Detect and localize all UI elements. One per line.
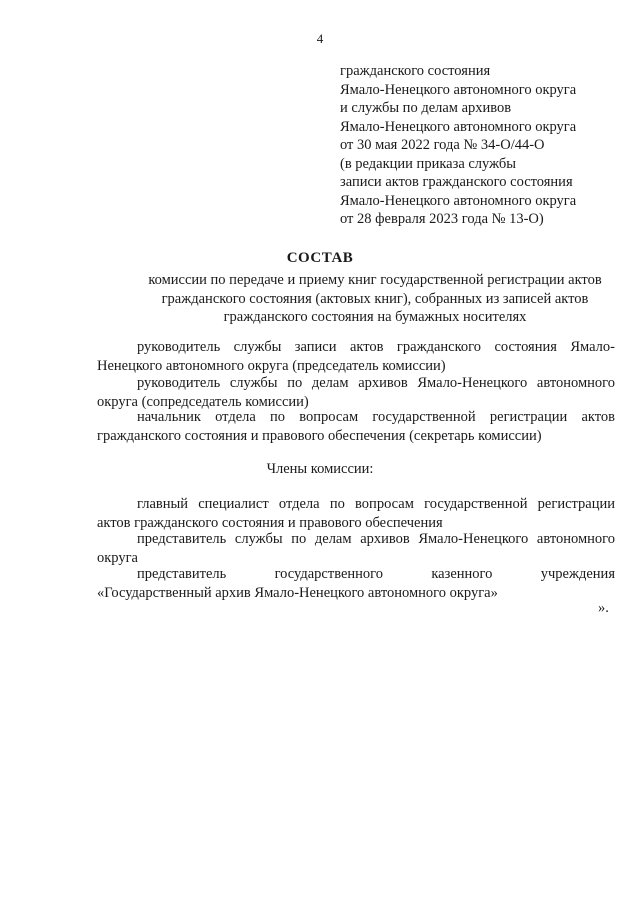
members-heading: Члены комиссии: [266, 461, 374, 477]
entry-line: руководитель службы записи актов гражданского состояния Ямало- [137, 339, 615, 355]
member-entry [97, 530, 615, 567]
secretary-entry [97, 408, 615, 445]
member-entry [97, 565, 615, 602]
entry-line: актов гражданского состояния и правового обеспечения [97, 514, 443, 531]
header-line: от 30 мая 2022 года № 34-О/44-О [340, 137, 545, 153]
entry-line: «Государственный архив Ямало-Ненецкого автономного округа» [97, 584, 498, 601]
closing-quote: ». [598, 600, 609, 616]
page-number: 4 [316, 31, 324, 46]
header-line: Ямало-Ненецкого автономного округа [340, 118, 577, 135]
entry-line: представитель государственного казенного учреждения [137, 566, 615, 582]
subtitle-line: гражданского состояния на бумажных носителях [223, 309, 527, 325]
chairman-entry [97, 338, 615, 375]
member-entry [97, 495, 615, 532]
header-line: записи актов гражданского состояния [340, 174, 573, 190]
co-chairman-entry [97, 374, 615, 411]
order-reference-block [340, 62, 630, 229]
header-line: Ямало-Ненецкого автономного округа [340, 81, 577, 98]
header-line: и службы по делам архивов [340, 100, 512, 116]
entry-line: руководитель службы по делам архивов Ямало-Ненецкого автономного [137, 375, 615, 391]
entry-line: представитель службы по делам архивов Ямало-Ненецкого автономного [137, 531, 615, 547]
document-subtitle [125, 271, 625, 327]
entry-line: гражданского состояния и правового обеспечения (секретарь комиссии) [97, 427, 542, 444]
subtitle-line: комиссии по передаче и приему книг государственной регистрации актов [148, 272, 602, 288]
entry-line: округа (сопредседатель комиссии) [97, 393, 309, 410]
entry-line: Ненецкого автономного округа (председатель комиссии) [97, 357, 446, 374]
header-line: гражданского состояния [340, 63, 491, 79]
entry-line: главный специалист отдела по вопросам государственной регистрации [137, 496, 615, 512]
document-title: СОСТАВ [286, 250, 354, 266]
header-line: Ямало-Ненецкого автономного округа [340, 192, 577, 209]
subtitle-line: гражданского состояния (актовых книг), собранных из записей актов [161, 290, 589, 307]
entry-line: округа [97, 549, 138, 566]
header-line: от 28 февраля 2023 года № 13-О) [340, 211, 544, 227]
entry-line: начальник отдела по вопросам государственной регистрации актов [137, 409, 615, 425]
header-line: (в редакции приказа службы [340, 155, 517, 172]
